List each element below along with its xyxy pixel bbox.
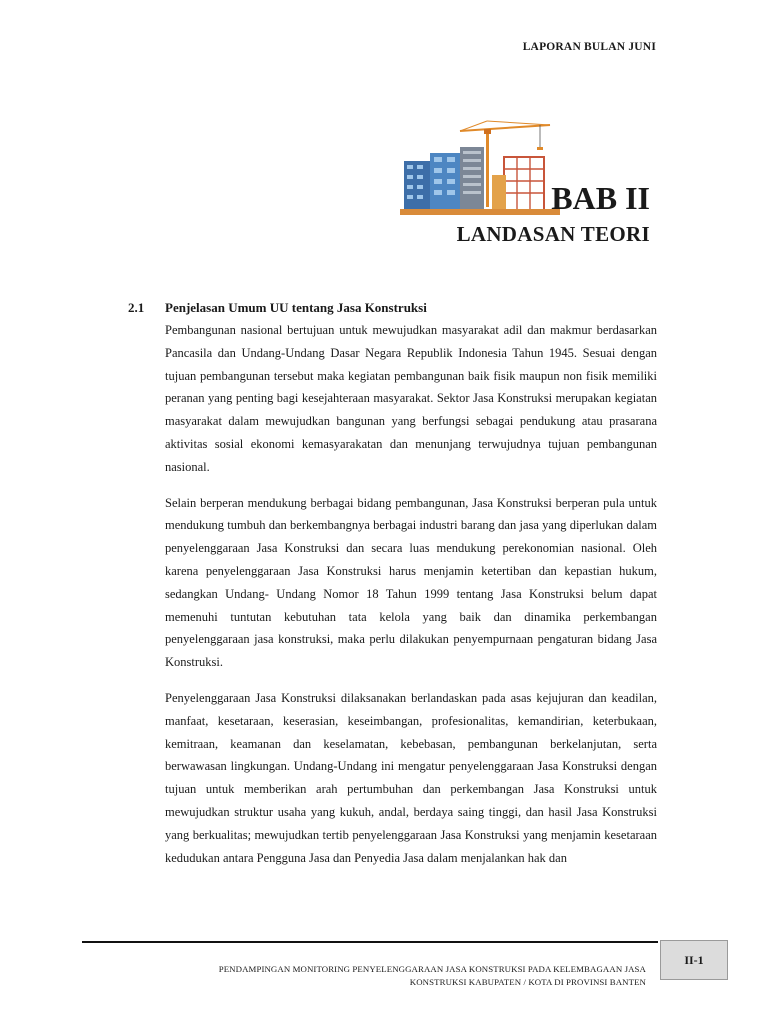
page-number: II-1	[684, 952, 704, 967]
paragraph-3: Penyelenggaraan Jasa Konstruksi dilaksanakan berlandaskan pada asas kejujuran dan keadilan, manfaat, kesetaraan, keserasian, keseimbangan, profesionalitas, kemandirian, keterbukaan, kemitraan, keamanan dan keselamatan, kebebasan, pembangunan berkelanjutan, serta berwawasan lingkungan. Undang-Undang ini mengatur penyelenggaraan Jasa Konstruksi dengan tujuan untuk memberikan arah pertumbuhan dan perkembangan Jasa Konstruksi untuk mewujudkan struktur usaha yang kukuh, andal, berdaya saing tinggi, dan hasil Jasa Konstruksi yang berkualitas; mewujudkan tertib penyelenggaraan Jasa Konstruksi yang menjamin kesetaraan kedudukan antara Pengguna Jasa dan Penyedia Jasa dalam menjalankan hak dan	[165, 690, 657, 865]
page-number-box	[660, 940, 728, 980]
construction-city-icon	[400, 117, 560, 217]
section-number: 2.1	[128, 300, 145, 315]
chapter-subtitle: LANDASAN TEORI	[456, 222, 650, 246]
report-header-title: LAPORAN BULAN JUNI	[522, 41, 656, 53]
footer-line-1: PENDAMPINGAN MONITORING PENYELENGGARAAN JASA KONSTRUKSI PADA KELEMBAGAAN JASA	[218, 964, 646, 974]
section-title: Penjelasan Umum UU tentang Jasa Konstruksi	[165, 300, 427, 315]
footer-divider	[82, 941, 658, 943]
paragraph-1: Pembangunan nasional bertujuan untuk mewujudkan masyarakat adil dan makmur berdasarkan Pancasila dan Undang-Undang Dasar Negara Republik Indonesia Tahun 1945. Sesuai dengan tujuan pembangunan tersebut maka kegiatan pembangunan baik fisik maupun non fisik memiliki peranan yang penting bagi kesejahteraan masyarakat. Sektor Jasa Konstruksi merupakan kegiatan masyarakat dalam mewujudkan bangunan yang berfungsi sebagai pendukung atau prasarana aktivitas sosial ekonomi kemasyarakatan dan menunjang terwujudnya tujuan pembangunan nasional.	[165, 323, 657, 474]
chapter-label: BAB II	[551, 180, 650, 216]
paragraph-2: Selain berperan mendukung berbagai bidang pembangunan, Jasa Konstruksi berperan pula untuk mendukung tumbuh dan berkembangnya berbagai industri barang dan jasa yang diperlukan dalam penyelenggaraan Jasa Konstruksi dan secara luas mendukung perekonomian nasional. Oleh karena penyelenggaraan Jasa Konstruksi harus menjamin ketertiban dan kepastian hukum, sedangkan Undang- Undang Nomor 18 Tahun 1999 tentang Jasa Konstruksi belum dapat memenuhi tuntutan kebutuhan tata kelola yang baik dan dinamika perkembangan penyelenggaraan jasa konstruksi, maka perlu dilakukan penyempurnaan pengaturan bidang Jasa Konstruksi.	[165, 495, 657, 670]
section-body	[165, 319, 657, 882]
footer-line-2: KONSTRUKSI KABUPATEN / KOTA DI PROVINSI BANTEN	[409, 977, 646, 987]
footer-text	[100, 963, 646, 989]
